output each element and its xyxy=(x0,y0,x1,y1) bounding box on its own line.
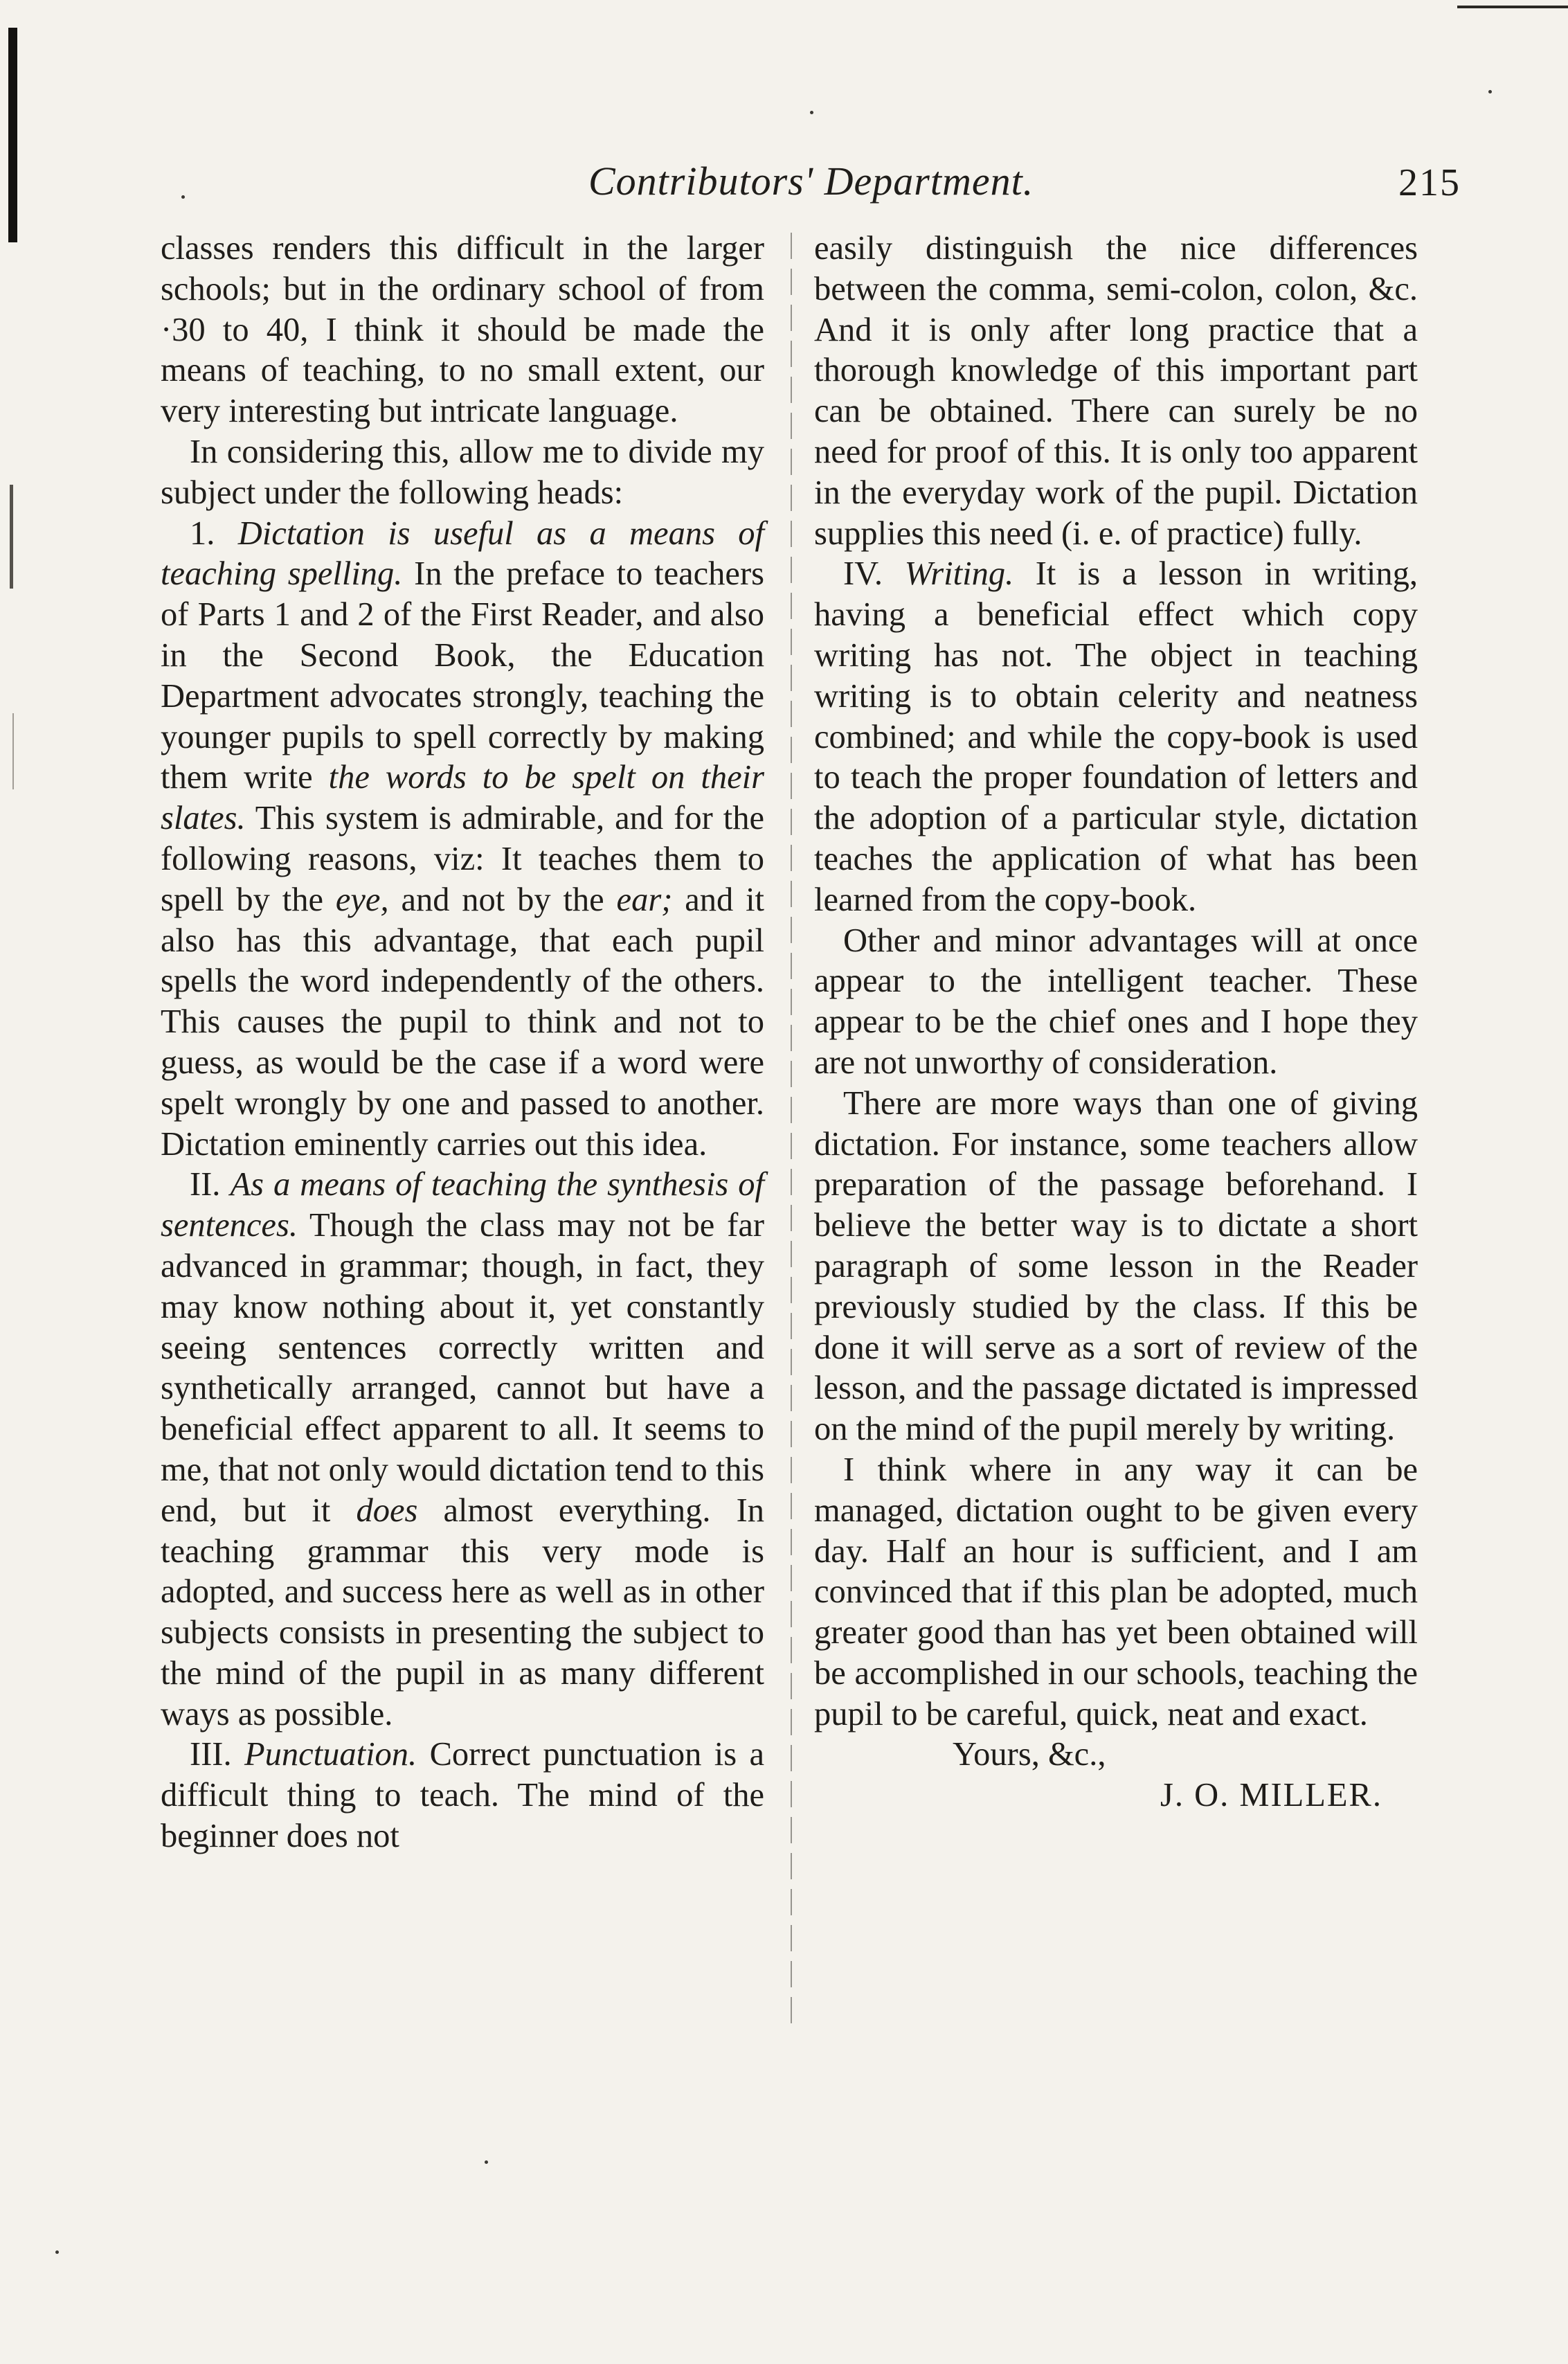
paragraph: In considering this, allow me to divide my subject under the following heads: xyxy=(161,433,764,511)
paragraph: classes renders this difficult in the larger schools; but in the ordinary school of from ·30 to 40, I think it should be made the means of teaching, to no small extent, our very interesting but intricate language. xyxy=(161,230,764,430)
binding-mark xyxy=(10,485,13,589)
paragraph-writing: IV. Writing. It is a lesson in writing, having a beneficial effect which copy writing has not. The object in teaching writing is to obtain celerity and neatness combined; and while the copy-book is used to teach the proper foundation of letters and the adoption of a particular style, dictation teaches the application of what has been learned from the copy-book. xyxy=(814,555,1418,918)
binding-shadow xyxy=(8,28,17,242)
section-heading: Writing. xyxy=(904,555,1014,593)
paragraph: Other and minor advantages will at once appear to the intelligent teacher. These appear to be the chief ones and I hope they are not unworthy of consideration. xyxy=(814,922,1418,1081)
section-heading: Dictation is useful as a means of teaching spelling. xyxy=(161,514,764,593)
signature: J. O. MILLER. xyxy=(1160,1777,1383,1814)
section-title: Contributors' Department. xyxy=(588,159,1034,204)
section-heading: Punctuation. xyxy=(244,1736,417,1773)
ink-speck xyxy=(55,2250,59,2254)
ink-speck xyxy=(1488,90,1492,93)
section-heading: As a means of teaching the synthesis of sentences. xyxy=(161,1166,764,1244)
paragraph-synthesis: II. As a means of teaching the synthesis of sentences. Though the class may not be far advanced in grammar; though, in fact, they may know nothing about it, yet constantly seeing sentences correctly written and synthetically arranged, cannot but have a beneficial effect apparent to all. It seems to me, that not only would dictation tend to this end, but it does almost everything. In teaching grammar this very mode is adopted, and success here as well as in other subjects consists in presenting the subject to the mind of the pupil in as many different ways as possible. xyxy=(161,1166,764,1732)
paragraph-punctuation: III. Punctuation. Correct punctuation is a difficult thing to teach. The mind of the beginner does not xyxy=(161,1736,764,1855)
running-head xyxy=(159,158,1461,213)
column-rule xyxy=(791,233,792,2033)
paragraph: There are more ways than one of giving dictation. For instance, some teachers allow preparation of the passage beforehand. I believe the better way is to dictate a short paragraph of some lesson in the Reader previously studied by the class. If this be done it will serve as a sort of review of the lesson, and the passage dictated is impressed on the mind of the pupil merely by writing. xyxy=(814,1084,1418,1448)
binding-mark xyxy=(12,713,14,789)
left-column xyxy=(161,229,764,1857)
top-rule xyxy=(1457,6,1568,8)
salutation: Yours, &c., xyxy=(953,1736,1106,1773)
right-column xyxy=(814,229,1418,1816)
ink-speck xyxy=(810,111,813,114)
paragraph: I think where in any way it can be managed, dictation ought to be given every day. Half an hour is sufficient, and I am convinced that if this plan be adopted, much greater good than has yet been obtained will be accomplished in our schools, teaching the pupil to be careful, quick, neat and exact. xyxy=(814,1451,1418,1732)
paragraph-dictation-spelling: 1. Dictation is useful as a means of teaching spelling. In the preface to teachers of Parts 1 and 2 of the First Reader, and also in the Second Book, the Education Department advocates strongly, teaching the younger pupils to spell correctly by making them write the words to be spelt on their slates. This system is admirable, and for the following reasons, viz: It teaches them to spell by the eye, and not by the ear; and it also has this advantage, that each pupil spells the word independently of the others. This causes the pupil to think and not to guess, as would be the case if a word were spelt wrongly by one and passed to another. Dictation eminently carries out this idea. xyxy=(161,514,765,1163)
paragraph: easily distinguish the nice differences between the comma, semi-colon, colon, &c. And it is only after long practice that a thorough knowledge of this important part can be obtained. There can surely be no need for proof of this. It is only too apparent in the everyday work of the pupil. Dictation supplies this need (i. e. of practice) fully. xyxy=(814,230,1418,552)
ink-speck xyxy=(485,2160,488,2164)
page-number: 215 xyxy=(1398,161,1461,204)
